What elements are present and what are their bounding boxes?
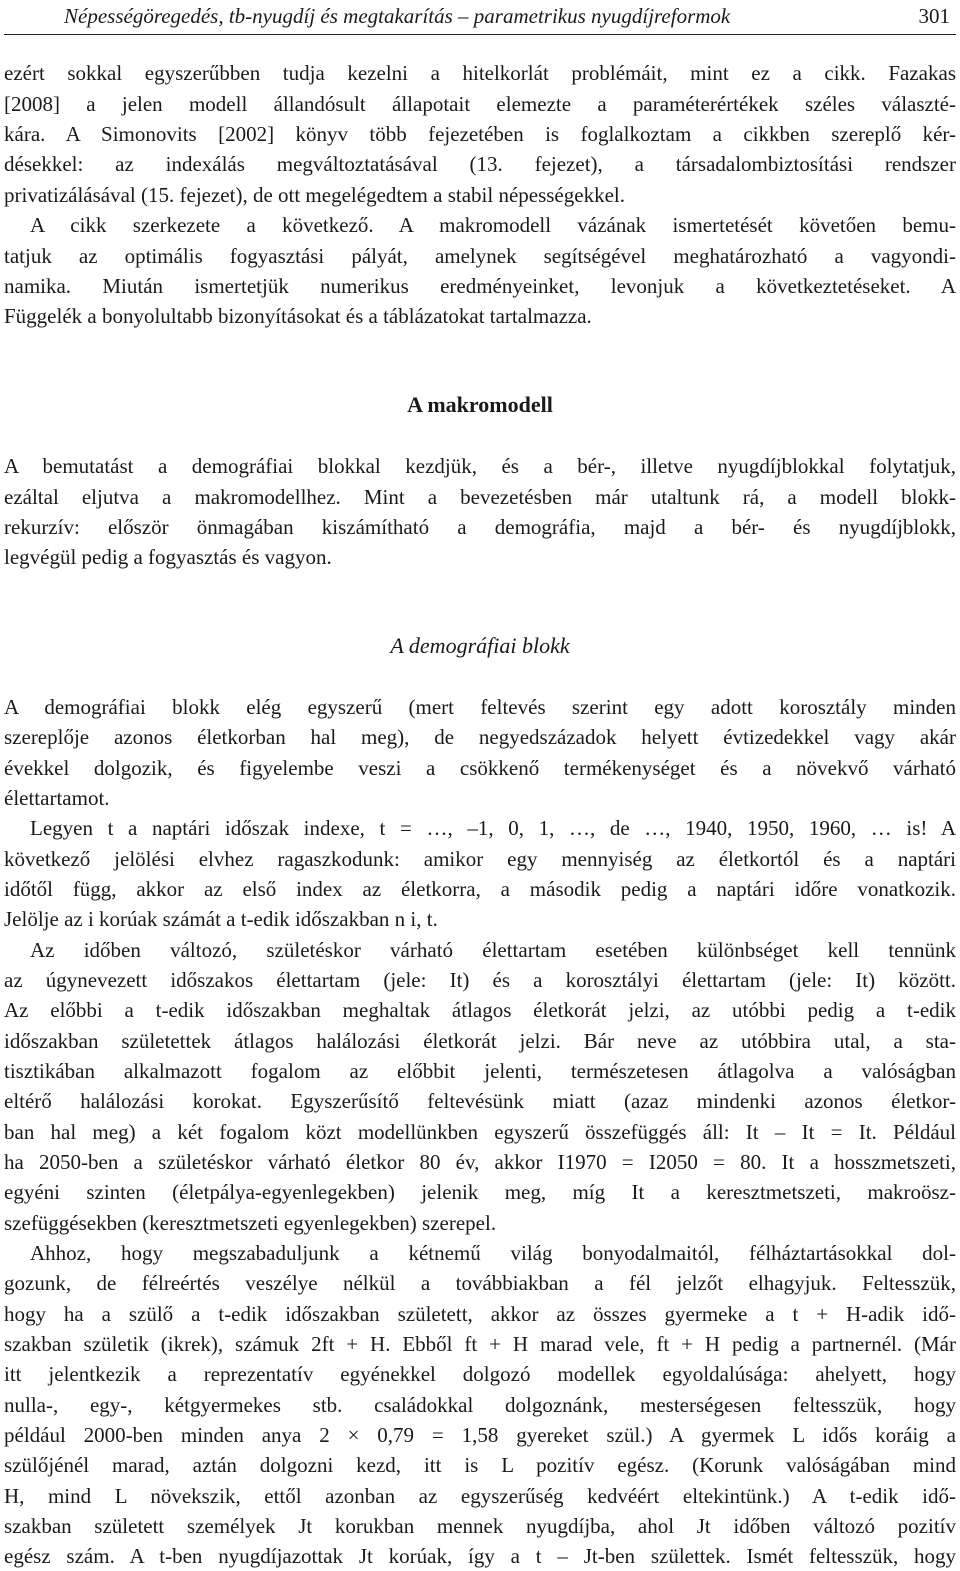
section-line: legvégül pedig a fogyasztás és vagyon. bbox=[4, 545, 332, 569]
body-line: évekkel dolgozik, és figyelembe veszi a csökkenő termékenységet és a növekvő várható bbox=[4, 756, 956, 780]
intro-line: [2008] a jelen modell állandósult állapotait elemezte a paraméterértékek széles választé- bbox=[4, 92, 956, 116]
body-line: eltérő halálozási korokat. Egyszerűsítő feltevésünk miatt (azaz mindenki azonos életkor- bbox=[4, 1089, 956, 1113]
body-line: Az előbbi a t-edik időszakban meghaltak átlagos életkorát jelzi, az utóbbi pedig a t-edik bbox=[4, 998, 956, 1022]
section-line: A bemutatást a demográfiai blokkal kezdjük, és a bér-, illetve nyugdíjblokkal folytatjuk, bbox=[4, 454, 956, 478]
section-title: A makromodell bbox=[407, 392, 553, 417]
body-line: itt jelentkezik a reprezentatív egyénekkel dolgozó modellek egyoldalúsága: ahelyett, hogy bbox=[4, 1362, 956, 1386]
body-line: szülőjénél marad, aztán dolgozni kezd, itt is L pozitív egész. (Korunk valóságában mind bbox=[4, 1453, 956, 1477]
subsection-title: A demográfiai blokk bbox=[390, 633, 570, 658]
body-line: nulla-, egy-, kétgyermekes stb. családokkal dolgoznánk, mesterségesen feltesszük, hogy bbox=[4, 1393, 956, 1417]
running-title: Népességöregedés, tb-nyugdíj és megtakarítás – parametrikus nyugdíjreformok bbox=[64, 4, 731, 28]
body-line: következő jelölési elvhez ragaszkodunk: amikor egy mennyiség az életkortól és a naptári bbox=[4, 847, 956, 871]
body-line: Jelölje az i korúak számát a t-edik időszakban n i, t. bbox=[4, 907, 438, 931]
body-line: az úgynevezett időszakos élettartam (jele: It) és a korosztályi élettartam (jele: It) között. bbox=[4, 968, 956, 992]
body-line: ban hal meg) a két fogalom közt modellünkben egyszerű összefüggés áll: It – It = It. Például bbox=[4, 1120, 956, 1144]
section-line: rekurzív: először önmagában kiszámítható a demográfia, majd a bér- és nyugdíjblokk, bbox=[4, 515, 956, 539]
intro-line: namika. Miután ismertetjük numerikus eredményeinket, levonjuk a következtetéseket. A bbox=[4, 274, 956, 298]
body-line: időszakban születettek átlagos halálozási életkorát jelzi. Bár neve az utóbbira utal, a sta- bbox=[4, 1029, 956, 1053]
section-line: ezáltal eljutva a makromodellhez. Mint a bevezetésben már utaltunk rá, a modell blokk- bbox=[4, 485, 956, 509]
body-line: H, mind L növekszik, ettől azonban az egyszerűség kedvéért eltekintünk.) A t-edik idő- bbox=[4, 1484, 956, 1508]
intro-line: désekkel: az indexálás megváltoztatásával (13. fejezet), a társadalombiztosítási rendszer bbox=[4, 152, 956, 176]
intro-line: kára. A Simonovits [2002] könyv több fejezetében is foglalkoztam a cikkben szereplő kér- bbox=[4, 122, 956, 146]
body-line: ha 2050-ben a születéskor várható életkor 80 év, akkor I1970 = I2050 = 80. It a hosszmetszeti, bbox=[4, 1150, 956, 1174]
body-line: szefüggésekben (keresztmetszeti egyenlegekben) szerepel. bbox=[4, 1211, 497, 1235]
body-line: gozunk, de félreértés veszélye nélkül a továbbiakban a fél jelzőt elhagyjuk. Feltesszük, bbox=[4, 1271, 956, 1295]
running-header bbox=[4, 0, 956, 35]
body-line: A demográfiai blokk elég egyszerű (mert feltevés szerint egy adott korosztály minden bbox=[4, 695, 956, 719]
intro-line: ezért sokkal egyszerűbben tudja kezelni a hitelkorlát problémáit, mint ez a cikk. Fazakas bbox=[4, 61, 956, 85]
body-line: szakban született személyek Jt korukban mennek nyugdíjba, ahol Jt időben változó pozitív bbox=[4, 1514, 956, 1538]
intro-line: Függelék a bonyolultabb bizonyításokat és a táblázatokat tartalmazza. bbox=[4, 304, 592, 328]
body-line: tisztikában alkalmazott fogalom az előbbit jelenti, természetesen átlagolva a valóságban bbox=[4, 1059, 956, 1083]
body-line: egyéni szinten (életpálya-egyenlegekben) jelenik meg, míg It a keresztmetszeti, makroösz- bbox=[4, 1180, 956, 1204]
intro-line: tatjuk az optimális fogyasztási pályát, amelynek segítségével meghatározható a vagyondi- bbox=[4, 244, 956, 268]
body-line: Az időben változó, születéskor várható élettartam esetében különbséget kell tennünk bbox=[30, 938, 956, 962]
body-line: egész szám. A t-ben nyugdíjazottak Jt korúak, így a t – Jt-ben születtek. Ismét feltesszük, hogy bbox=[4, 1544, 956, 1568]
body-line: szereplője azonos életkorban hal meg), de negyedszázadok helyett évtizedekkel vagy akár bbox=[4, 725, 956, 749]
intro-line: A cikk szerkezete a következő. A makromodell vázának ismertetését követően bemu- bbox=[30, 213, 956, 237]
body-line: például 2000-ben minden anya 2 × 0,79 = 1,58 gyereket szül.) A gyermek L idős koráig a bbox=[4, 1423, 956, 1447]
body-line: Ahhoz, hogy megszabaduljunk a kétnemű világ bonyodalmaitól, félháztartásokkal dol- bbox=[30, 1241, 956, 1265]
page-number: 301 bbox=[918, 4, 950, 28]
body-line: szakban születik (ikrek), számuk 2ft + H. Ebből ft + H marad vele, ft + H pedig a partnernél. (Már bbox=[4, 1332, 956, 1356]
intro-line: privatizálásával (15. fejezet), de ott megelégedtem a stabil népességekkel. bbox=[4, 183, 625, 207]
body-line: hogy ha a szülő a t-edik időszakban született, akkor az összes gyermeke a t + H-adik idő- bbox=[4, 1302, 956, 1326]
body-line: időtől függ, akkor az első index az életkorra, a második pedig a naptári időre vonatkozik. bbox=[4, 877, 956, 901]
body-line: Legyen t a naptári időszak indexe, t = …, –1, 0, 1, …, de …, 1940, 1950, 1960, … is! A bbox=[30, 816, 956, 840]
body-line: élettartamot. bbox=[4, 786, 110, 810]
